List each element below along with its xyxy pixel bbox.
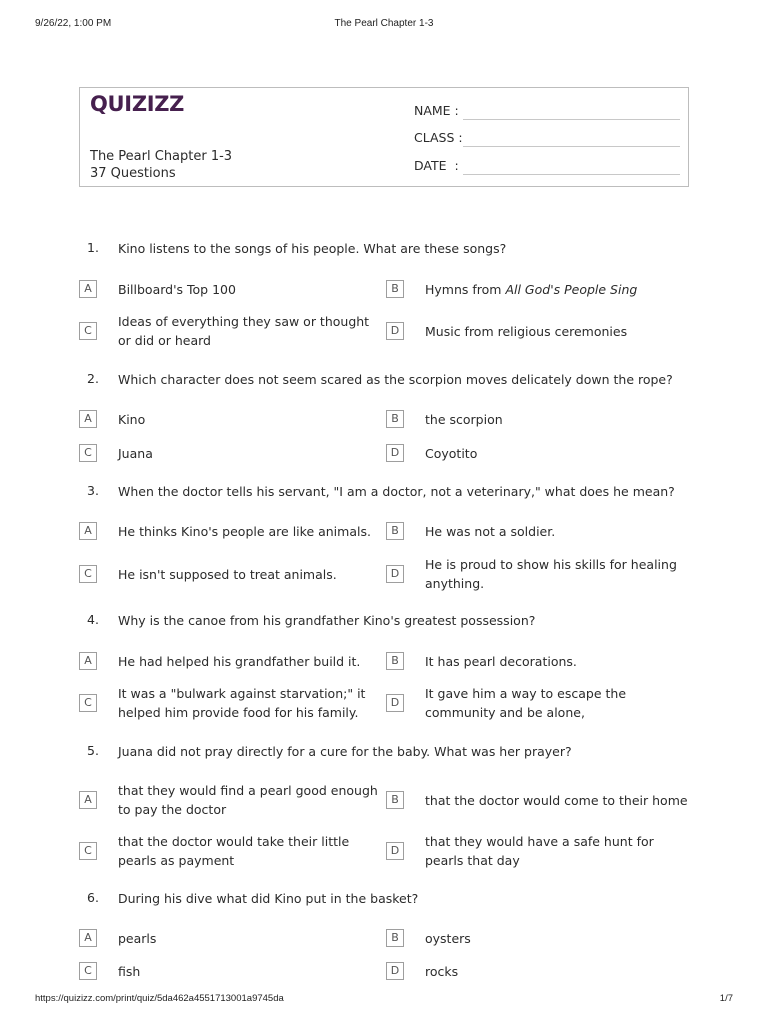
option-letter-box[interactable]: B	[386, 522, 404, 540]
date-field[interactable]	[414, 158, 459, 173]
option-letter-box[interactable]: B	[386, 280, 404, 298]
question-text: Kino listens to the songs of his people. What are these songs?	[118, 241, 507, 256]
option-text: He is proud to show his skills for healing anything.	[425, 557, 677, 591]
question-number: 4.	[87, 612, 99, 627]
option-letter-box[interactable]: A	[79, 280, 97, 298]
option-text: It gave him a way to escape the community and be alone,	[425, 686, 627, 720]
option-letter-box[interactable]: B	[386, 791, 404, 809]
name-field[interactable]	[414, 103, 459, 118]
option-letter-box[interactable]: D	[386, 962, 404, 980]
option-letter-box[interactable]: D	[386, 842, 404, 860]
quiz-header-box	[79, 87, 689, 187]
option-letter-box[interactable]: C	[79, 444, 97, 462]
question-count: 37 Questions	[90, 166, 176, 181]
option-text: Hymns from All God's People Sing	[425, 282, 638, 297]
date-label: DATE :	[414, 158, 459, 173]
print-url[interactable]: https://quizizz.com/print/quiz/5da462a4551713001a9745da	[35, 993, 284, 1004]
option-text: that the doctor would take their little pearls as payment	[118, 834, 350, 868]
option-letter-box[interactable]: C	[79, 842, 97, 860]
question-text: Juana did not pray directly for a cure for the baby. What was her prayer?	[118, 744, 572, 759]
question-number: 2.	[87, 371, 99, 386]
name-line[interactable]	[463, 119, 680, 120]
option-text: oysters	[425, 931, 471, 946]
print-title: The Pearl Chapter 1-3	[334, 18, 434, 29]
option-text: It was a "bulwark against starvation;" it helped him provide food for his family.	[118, 686, 366, 720]
option-text: Kino	[118, 412, 146, 427]
option-letter-box[interactable]: A	[79, 652, 97, 670]
option-text: He isn't supposed to treat animals.	[118, 567, 337, 582]
option-text: It has pearl decorations.	[425, 654, 577, 669]
print-datetime: 9/26/22, 1:00 PM	[35, 18, 112, 29]
option-letter-box[interactable]: A	[79, 522, 97, 540]
option-text: Coyotito	[425, 446, 478, 461]
question-number: 3.	[87, 483, 99, 498]
option-text: the scorpion	[425, 412, 503, 427]
name-label: NAME :	[414, 103, 459, 118]
option-text: He was not a soldier.	[425, 524, 556, 539]
option-text: Billboard's Top 100	[118, 282, 236, 297]
page-number: 1/7	[719, 993, 733, 1004]
option-text: that the doctor would come to their home	[425, 793, 688, 808]
option-letter-box[interactable]: A	[79, 410, 97, 428]
option-letter-box[interactable]: D	[386, 444, 404, 462]
class-line[interactable]	[463, 146, 680, 147]
date-line[interactable]	[463, 174, 680, 175]
option-letter-box[interactable]: A	[79, 791, 97, 809]
option-text: rocks	[425, 964, 459, 979]
quiz-title: The Pearl Chapter 1-3	[90, 149, 233, 164]
option-text: Ideas of everything they saw or thought or did or heard	[118, 314, 370, 348]
option-text: that they would find a pearl good enough to pay the doctor	[118, 783, 378, 817]
question-number: 5.	[87, 743, 99, 758]
option-letter-box[interactable]: D	[386, 322, 404, 340]
question-text: When the doctor tells his servant, "I am a doctor, not a veterinary," what does he mean?	[118, 484, 675, 499]
option-text: pearls	[118, 931, 157, 946]
question-text: During his dive what did Kino put in the basket?	[118, 891, 419, 906]
option-letter-box[interactable]: D	[386, 694, 404, 712]
option-letter-box[interactable]: D	[386, 565, 404, 583]
question-number: 6.	[87, 890, 99, 905]
option-text: He thinks Kino's people are like animals.	[118, 524, 371, 539]
option-letter-box[interactable]: C	[79, 694, 97, 712]
question-text: Which character does not seem scared as the scorpion moves delicately down the rope?	[118, 372, 673, 387]
option-letter-box[interactable]: C	[79, 322, 97, 340]
option-letter-box[interactable]: C	[79, 962, 97, 980]
option-text: Juana	[118, 446, 153, 461]
option-text: that they would have a safe hunt for pearls that day	[425, 834, 654, 868]
option-text: He had helped his grandfather build it.	[118, 654, 361, 669]
option-letter-box[interactable]: B	[386, 929, 404, 947]
question-number: 1.	[87, 240, 99, 255]
option-text: Music from religious ceremonies	[425, 324, 628, 339]
question-text: Why is the canoe from his grandfather Kino's greatest possession?	[118, 613, 536, 628]
print-footer	[0, 993, 768, 1013]
option-letter-box[interactable]: B	[386, 410, 404, 428]
option-letter-box[interactable]: C	[79, 565, 97, 583]
quizizz-logo: QUIZIZZ	[90, 92, 185, 116]
print-header	[0, 0, 768, 40]
option-letter-box[interactable]: A	[79, 929, 97, 947]
option-text: fish	[118, 964, 141, 979]
option-text-italic: All God's People Sing	[505, 282, 638, 297]
class-field[interactable]	[414, 130, 463, 145]
option-letter-box[interactable]: B	[386, 652, 404, 670]
class-label: CLASS :	[414, 130, 463, 145]
